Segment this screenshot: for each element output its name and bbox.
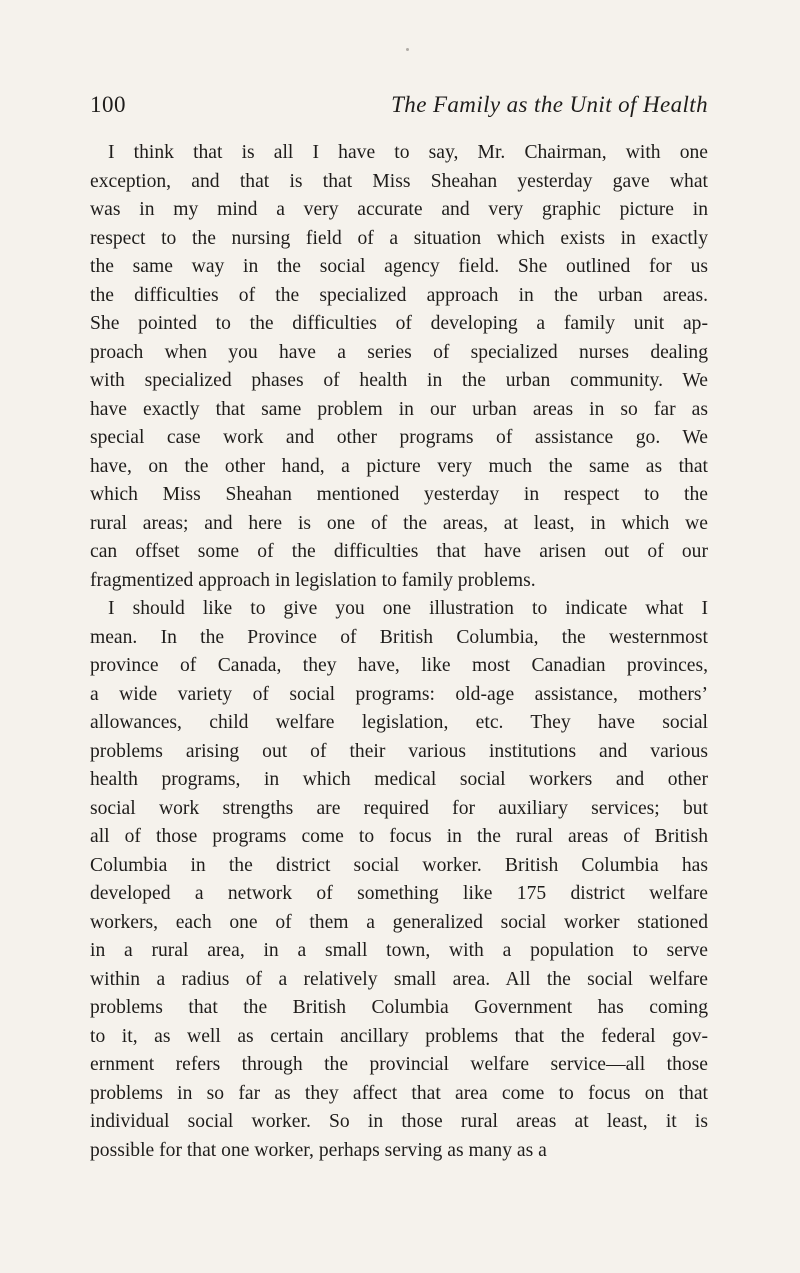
paragraph-1 xyxy=(90,139,708,595)
text-line: proach when you have a series of specialized nurses dealing xyxy=(90,341,708,363)
text-line: rural areas; and here is one of the areas, at least, in which we xyxy=(90,512,708,534)
text-line: can offset some of the difficulties that have arisen out of our xyxy=(90,541,708,562)
text-line: have exactly that same problem in our urban areas in so far as xyxy=(90,398,708,420)
text-line: problems in so far as they affect that area come to focus on that xyxy=(90,1082,708,1104)
text-line: fragmentized approach in legislation to family problems. xyxy=(90,569,536,591)
page-header xyxy=(90,92,708,126)
text-line: workers, each one of them a generalized social worker stationed xyxy=(90,911,708,933)
text-line: problems arising out of their various institutions and various xyxy=(90,740,708,762)
text-line: developed a network of something like 175 district welfare xyxy=(90,883,708,904)
text-line: the difficulties of the specialized approach in the urban areas. xyxy=(90,284,708,306)
text-line: all of those programs come to focus in the rural areas of British xyxy=(90,826,708,847)
text-line: exception, and that is that Miss Sheahan yesterday gave what xyxy=(90,170,708,192)
text-line: a wide variety of social programs: old-age assistance, mothers’ xyxy=(90,683,708,705)
text-line: social work strengths are required for auxiliary services; but xyxy=(90,797,708,819)
text-line: within a radius of a relatively small area. All the social welfare xyxy=(90,968,708,990)
text-line: province of Canada, they have, like most Canadian provinces, xyxy=(90,655,708,676)
text-line: the same way in the social agency field. She outlined for us xyxy=(90,256,708,277)
text-line: I think that is all I have to say, Mr. Chairman, with one xyxy=(108,142,708,163)
text-line: individual social worker. So in those rural areas at least, it is xyxy=(90,1111,708,1132)
page-number: 100 xyxy=(90,92,126,117)
text-line: health programs, in which medical social workers and other xyxy=(90,769,708,790)
text-line: to it, as well as certain ancillary problems that the federal gov- xyxy=(90,1025,708,1047)
running-title: The Family as the Unit of Health xyxy=(391,92,708,117)
text-line: with specialized phases of health in the urban community. We xyxy=(90,370,708,391)
text-line: mean. In the Province of British Columbia, the westernmost xyxy=(90,626,708,648)
text-line: allowances, child welfare legislation, etc. They have social xyxy=(90,712,708,733)
text-line: ernment refers through the provincial welfare service—all those xyxy=(90,1054,708,1075)
text-line: I should like to give you one illustration to indicate what I xyxy=(108,598,708,619)
print-speck xyxy=(406,48,409,51)
text-line: Columbia in the district social worker. British Columbia has xyxy=(90,854,708,876)
text-line: She pointed to the difficulties of developing a family unit ap- xyxy=(90,313,708,334)
paragraph-2 xyxy=(90,595,708,1165)
text-line: which Miss Sheahan mentioned yesterday in respect to the xyxy=(90,484,708,505)
text-line: problems that the British Columbia Government has coming xyxy=(90,997,708,1018)
text-line: in a rural area, in a small town, with a population to serve xyxy=(90,940,708,961)
text-line: possible for that one worker, perhaps serving as many as a xyxy=(90,1139,547,1161)
text-line: respect to the nursing field of a situation which exists in exactly xyxy=(90,227,708,249)
text-line: have, on the other hand, a picture very much the same as that xyxy=(90,455,708,477)
body-text xyxy=(90,139,708,1165)
text-line: was in my mind a very accurate and very graphic picture in xyxy=(90,199,708,220)
text-line: special case work and other programs of assistance go. We xyxy=(90,427,708,448)
